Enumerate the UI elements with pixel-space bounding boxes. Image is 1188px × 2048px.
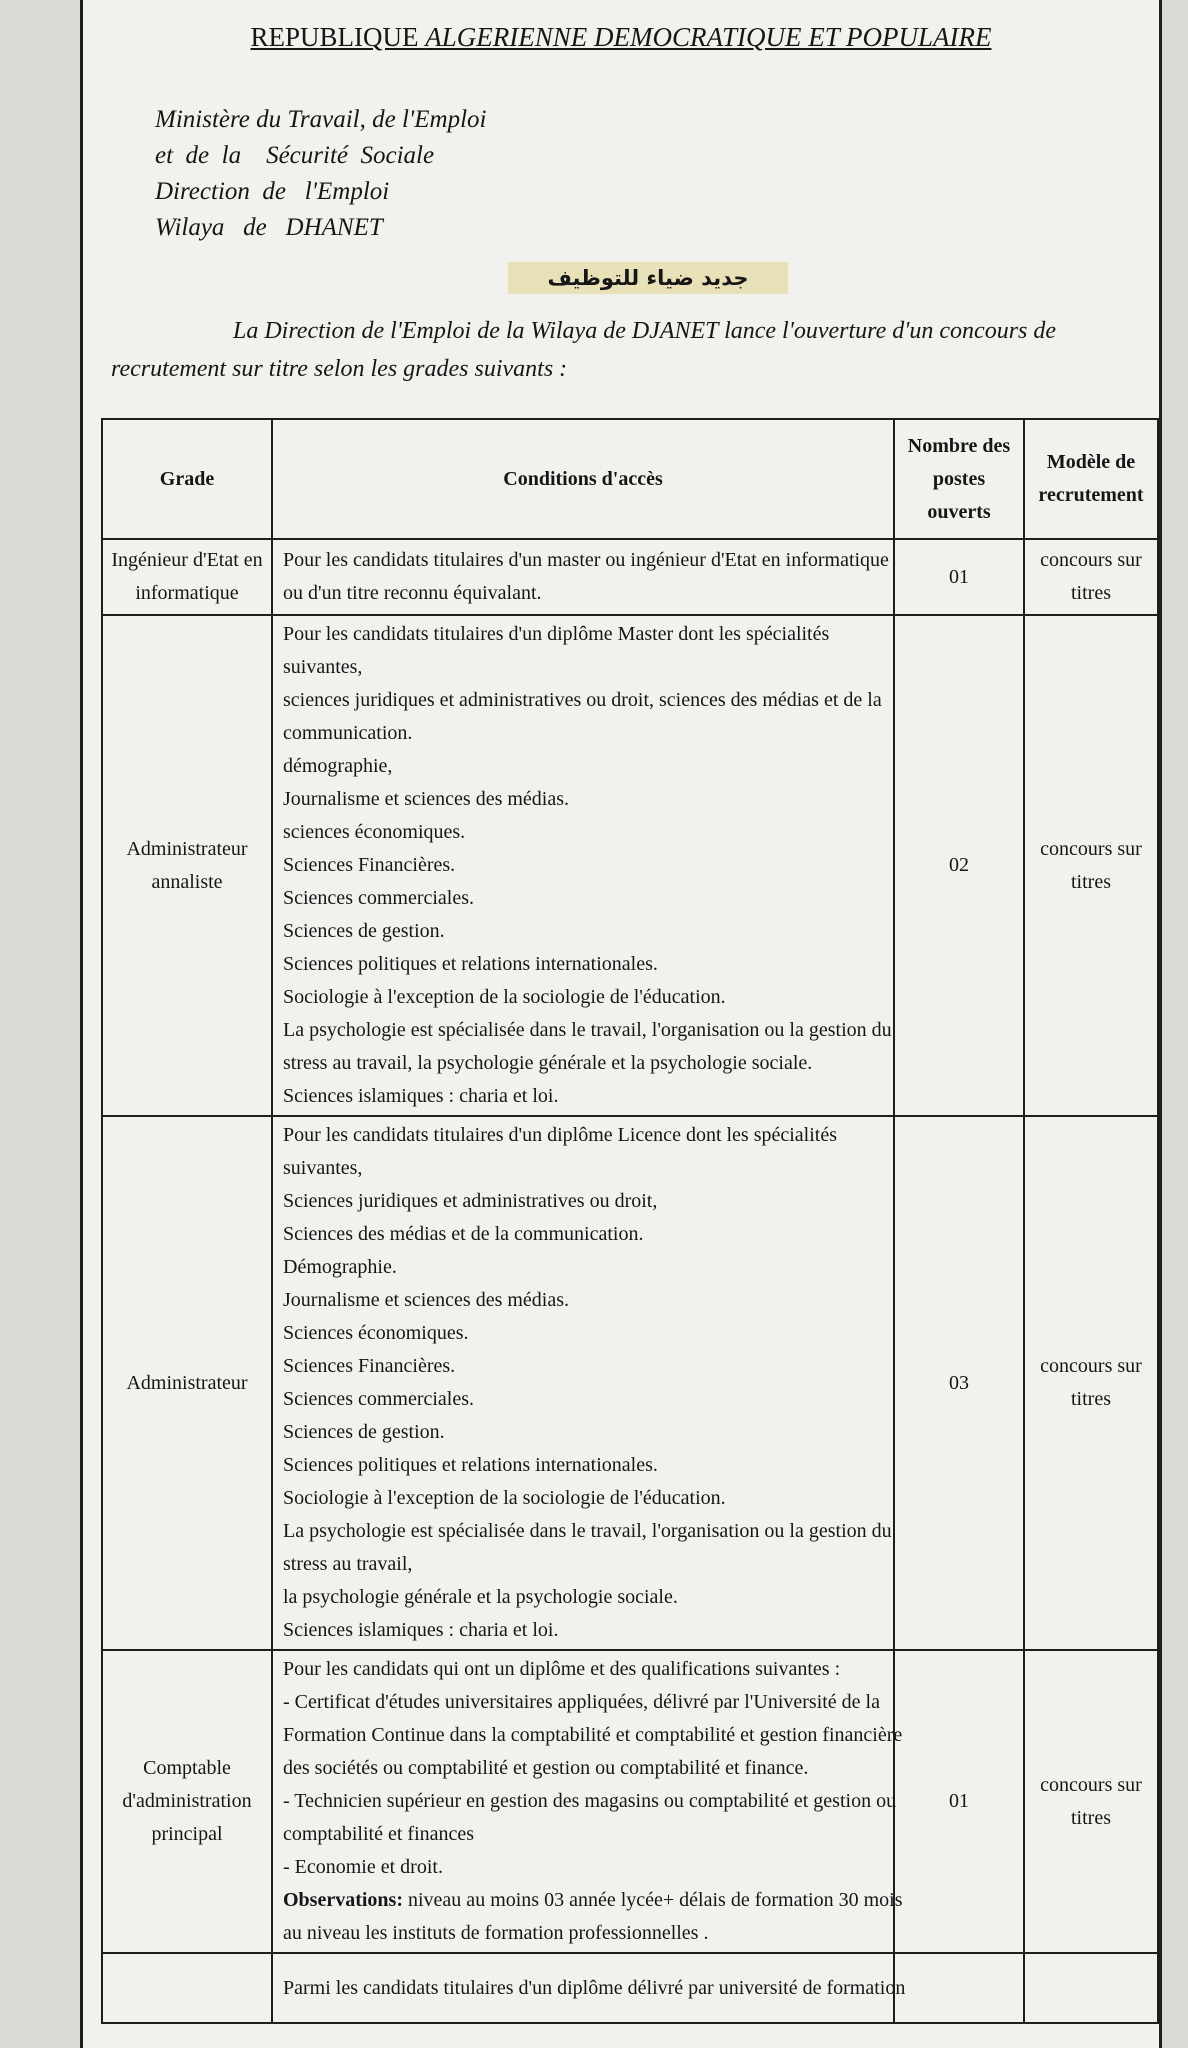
ministry-block bbox=[155, 102, 486, 246]
condition-line: Sciences économiques. bbox=[283, 1322, 469, 1344]
ministry-line: et de la Sécurité Sociale bbox=[155, 142, 435, 169]
conditions-cell bbox=[272, 1953, 906, 2023]
condition-line: la psychologie générale et la psychologie sociale. bbox=[283, 1586, 678, 1608]
condition-line: stress au travail, bbox=[283, 1553, 413, 1575]
condition-line: Journalisme et sciences des médias. bbox=[283, 1289, 570, 1311]
table-row bbox=[102, 1953, 1158, 2023]
condition-line: Démographie. bbox=[283, 1256, 397, 1278]
republic-italic: ALGERIENNE DEMOCRATIQUE ET POPULAIRE bbox=[425, 22, 992, 52]
modele-cell: concours sur titres bbox=[1024, 539, 1158, 615]
document-page bbox=[80, 0, 1162, 2048]
observation-label: Observations: bbox=[283, 1889, 403, 1911]
modele-cell: concours sur titres bbox=[1024, 615, 1158, 1116]
condition-line: - Economie et droit. bbox=[283, 1856, 443, 1878]
condition-line: La psychologie est spécialisée dans le travail, l'organisation ou la gestion du bbox=[283, 1019, 892, 1041]
condition-line: - Certificat d'études universitaires appliquées, délivré par l'Université de la bbox=[283, 1691, 880, 1713]
condition-line: Pour les candidats qui ont un diplôme et des qualifications suivantes : bbox=[283, 1658, 841, 1680]
ministry-line: Ministère du Travail, de l'Emploi bbox=[155, 106, 487, 133]
table-row bbox=[102, 539, 1158, 615]
postes-cell: 02 bbox=[894, 615, 1024, 1116]
postes-cell: 03 bbox=[894, 1116, 1024, 1650]
header-conditions: Conditions d'accès bbox=[272, 419, 894, 539]
header-postes: Nombre des postes ouverts bbox=[894, 419, 1024, 539]
condition-line: comptabilité et finances bbox=[283, 1823, 475, 1845]
table-row bbox=[102, 1650, 1158, 1953]
observation-line bbox=[283, 1884, 903, 1917]
condition-line: Sciences Financières. bbox=[283, 854, 456, 876]
condition-line: démographie, bbox=[283, 755, 393, 777]
condition-line: Journalisme et sciences des médias. bbox=[283, 788, 570, 810]
conditions-cell bbox=[272, 539, 894, 615]
condition-line: Pour les candidats titulaires d'un diplôme Licence dont les spécialités bbox=[283, 1124, 838, 1146]
condition-line: Sociologie à l'exception de la sociologie de l'éducation. bbox=[283, 986, 726, 1008]
republic-heading bbox=[83, 22, 1159, 53]
condition-line: Sciences commerciales. bbox=[283, 1388, 475, 1410]
condition-line: Sociologie à l'exception de la sociologie de l'éducation. bbox=[283, 1487, 726, 1509]
condition-line: Formation Continue dans la comptabilité et comptabilité et gestion financière bbox=[283, 1724, 903, 1746]
condition-line: Sciences de gestion. bbox=[283, 1421, 445, 1443]
postes-cell bbox=[894, 1953, 1024, 2023]
condition-line: stress au travail, la psychologie générale et la psychologie sociale. bbox=[283, 1052, 813, 1074]
grade-cell: Administrateur annaliste bbox=[102, 615, 272, 1116]
condition-line: - Technicien supérieur en gestion des magasins ou comptabilité et gestion ou bbox=[283, 1790, 897, 1812]
table-row bbox=[102, 615, 1158, 1116]
intro-paragraph: La Direction de l'Emploi de la Wilaya de DJANET lance l'ouverture d'un concours de recrutement sur titre selon les grades suivants : bbox=[111, 318, 1057, 382]
condition-line: Sciences islamiques : charia et loi. bbox=[283, 1619, 559, 1641]
condition-line: sciences juridiques et administratives ou droit, sciences des médias et de la bbox=[283, 689, 882, 711]
condition-line: Pour les candidats titulaires d'un master ou ingénieur d'Etat en informatique bbox=[283, 549, 889, 571]
condition-line: sciences économiques. bbox=[283, 821, 466, 843]
modele-cell bbox=[1024, 1953, 1158, 2023]
grade-cell: Comptable d'administration principal bbox=[102, 1650, 272, 1953]
condition-line: Pour les candidats titulaires d'un diplôme Master dont les spécialités bbox=[283, 623, 830, 645]
condition-line: communication. bbox=[283, 722, 413, 744]
modele-cell: concours sur titres bbox=[1024, 1116, 1158, 1650]
condition-line: suivantes, bbox=[283, 656, 363, 678]
postes-cell: 01 bbox=[894, 539, 1024, 615]
condition-line: des sociétés ou comptabilité et gestion ou comptabilité et finance. bbox=[283, 1757, 809, 1779]
conditions-cell bbox=[272, 1650, 903, 1953]
header-grade: Grade bbox=[102, 419, 272, 539]
header-modele: Modèle de recrutement bbox=[1024, 419, 1158, 539]
republic-plain: REPUBLIQUE bbox=[250, 22, 419, 52]
condition-line: Sciences politiques et relations internationales. bbox=[283, 953, 658, 975]
condition-line: Sciences juridiques et administratives ou droit, bbox=[283, 1190, 658, 1212]
ministry-line: Direction de l'Emploi bbox=[155, 178, 390, 205]
condition-line: La psychologie est spécialisée dans le travail, l'organisation ou la gestion du bbox=[283, 1520, 892, 1542]
table-header-row bbox=[102, 419, 1158, 539]
grade-cell: Ingénieur d'Etat en informatique bbox=[102, 539, 272, 615]
postes-cell: 01 bbox=[894, 1650, 1024, 1953]
observation-line: au niveau les instituts de formation professionnelles . bbox=[283, 1922, 709, 1944]
table-row bbox=[102, 1116, 1158, 1650]
grade-cell bbox=[102, 1953, 272, 2023]
condition-line: Sciences des médias et de la communication. bbox=[283, 1223, 644, 1245]
conditions-cell bbox=[272, 1116, 894, 1650]
observation-text: niveau au moins 03 année lycée+ délais de formation 30 mois bbox=[403, 1889, 903, 1911]
condition-line: Sciences politiques et relations internationales. bbox=[283, 1454, 658, 1476]
watermark-badge: جديد ضياء للتوظيف bbox=[508, 262, 788, 294]
condition-line: Sciences islamiques : charia et loi. bbox=[283, 1085, 559, 1107]
condition-line: suivantes, bbox=[283, 1157, 363, 1179]
condition-line: ou d'un titre reconnu équivalant. bbox=[283, 582, 542, 604]
ministry-line: Wilaya de DHANET bbox=[155, 214, 383, 241]
condition-line: Sciences Financières. bbox=[283, 1355, 456, 1377]
condition-line: Parmi les candidats titulaires d'un diplôme délivré par université de formation bbox=[283, 1976, 906, 1999]
conditions-cell bbox=[272, 615, 894, 1116]
condition-line: Sciences de gestion. bbox=[283, 920, 445, 942]
condition-line: Sciences commerciales. bbox=[283, 887, 475, 909]
recruitment-table bbox=[101, 418, 1159, 2024]
modele-cell: concours sur titres bbox=[1024, 1650, 1158, 1953]
grade-cell: Administrateur bbox=[102, 1116, 272, 1650]
